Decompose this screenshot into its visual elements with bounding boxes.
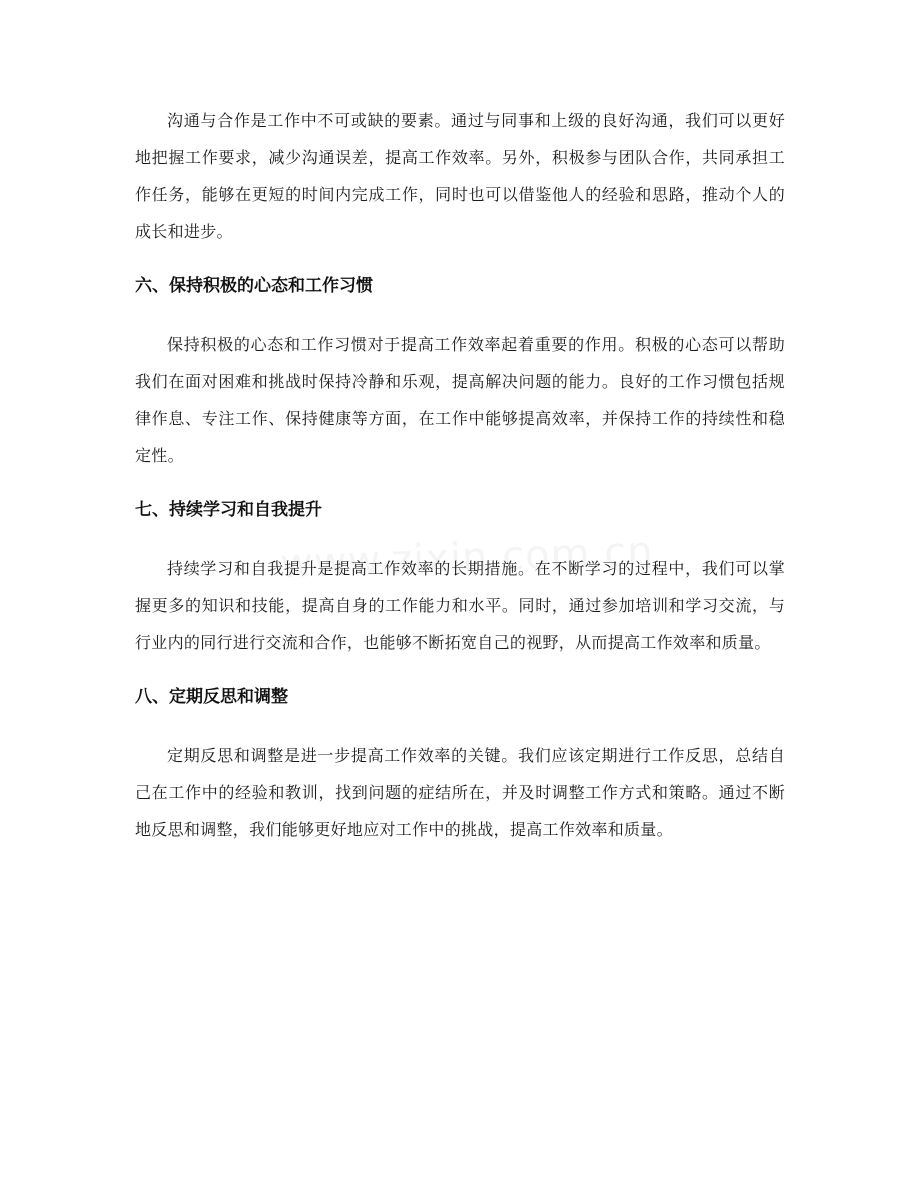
document-body	[135, 102, 785, 870]
paragraph-communication: 沟通与合作是工作中不可或缺的要素。通过与同事和上级的良好沟通，我们可以更好地把握工作要求，减少沟通误差，提高工作效率。另外，积极参与团队合作，共同承担工作任务，能够在更短的时间内完成工作，同时也可以借鉴他人的经验和思路，推动个人的成长和进步。	[135, 111, 785, 241]
heading-section-7: 七、持续学习和自我提升	[135, 500, 322, 520]
paragraph-section-8: 定期反思和调整是进一步提高工作效率的关键。我们应该定期进行工作反思，总结自己在工作中的经验和教训，找到问题的症结所在，并及时调整工作方式和策略。通过不断地反思和调整，我们能够更好地应对工作中的挑战，提高工作效率和质量。	[135, 746, 785, 839]
heading-section-8: 八、定期反思和调整	[135, 687, 288, 707]
paragraph-section-6: 保持积极的心态和工作习惯对于提高工作效率起着重要的作用。积极的心态可以帮助我们在面对困难和挑战时保持冷静和乐观，提高解决问题的能力。良好的工作习惯包括规律作息、专注工作、保持健康等方面，在工作中能够提高效率，并保持工作的持续性和稳定性。	[135, 335, 785, 465]
paragraph-section-7: 持续学习和自我提升是提高工作效率的长期措施。在不断学习的过程中，我们可以掌握更多的知识和技能，提高自身的工作能力和水平。同时，通过参加培训和学习交流，与行业内的同行进行交流和合作，也能够不断拓宽自己的视野，从而提高工作效率和质量。	[135, 559, 785, 652]
heading-section-6: 六、保持积极的心态和工作习惯	[135, 276, 373, 296]
